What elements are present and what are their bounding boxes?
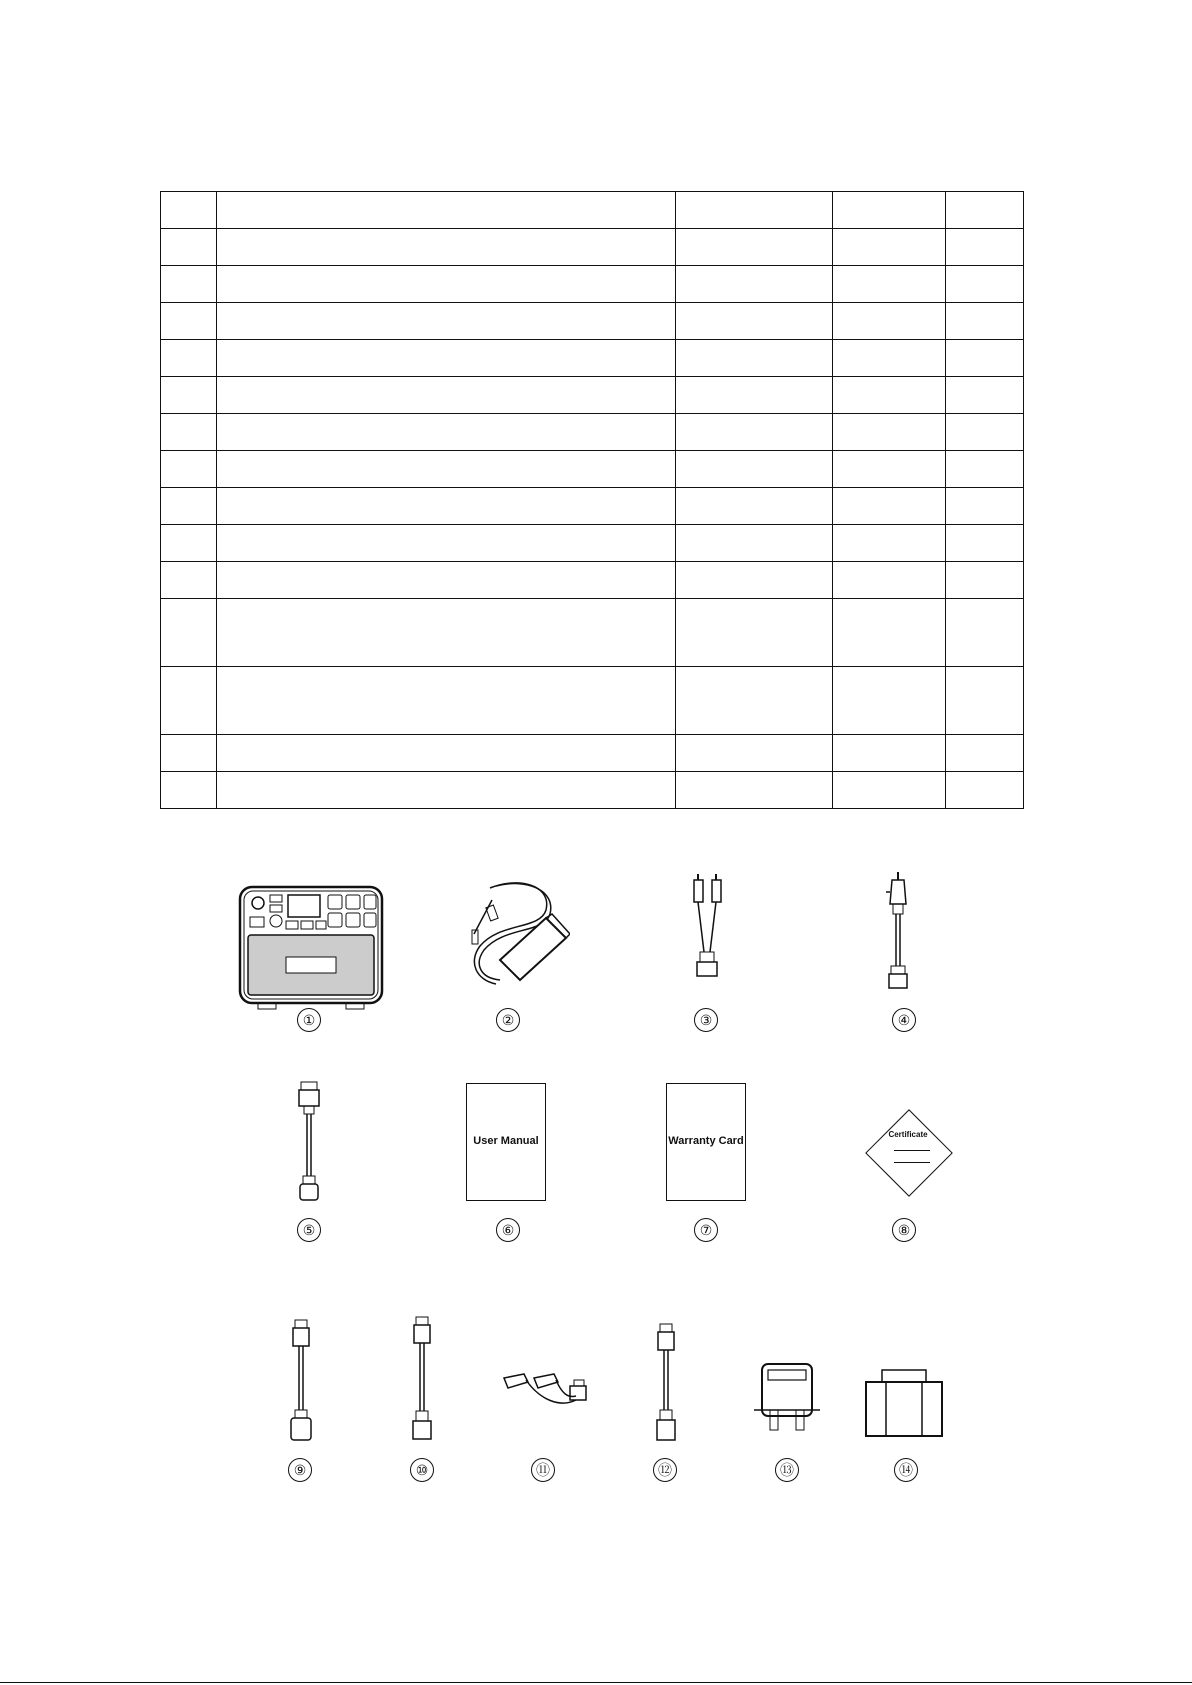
table-cell xyxy=(161,303,217,340)
table-row xyxy=(161,414,1024,451)
parts-list-table xyxy=(160,191,1024,809)
table-cell xyxy=(217,667,676,735)
table-cell xyxy=(946,735,1024,772)
table-cell xyxy=(217,377,676,414)
item-number-7: ⑦ xyxy=(694,1218,718,1242)
table-cell xyxy=(161,562,217,599)
table-row xyxy=(161,229,1024,266)
table-cell xyxy=(217,451,676,488)
table-cell xyxy=(217,772,676,809)
table-cell xyxy=(217,599,676,667)
table-row xyxy=(161,192,1024,229)
table-cell xyxy=(833,266,946,303)
user-manual-illustration xyxy=(466,1083,546,1201)
table-cell xyxy=(833,488,946,525)
table-cell xyxy=(833,377,946,414)
table-cell xyxy=(217,488,676,525)
table-cell xyxy=(676,303,833,340)
table-cell xyxy=(833,303,946,340)
table-cell xyxy=(676,451,833,488)
item-number-11: ⑪ xyxy=(531,1458,555,1482)
table-cell xyxy=(217,735,676,772)
table-row xyxy=(161,303,1024,340)
footer-rule xyxy=(0,1682,1192,1683)
table-row xyxy=(161,735,1024,772)
table-cell xyxy=(946,562,1024,599)
table-cell xyxy=(833,667,946,735)
table-cell xyxy=(161,229,217,266)
table-cell xyxy=(946,192,1024,229)
table-cell xyxy=(161,451,217,488)
table-cell xyxy=(946,667,1024,735)
table-row xyxy=(161,599,1024,667)
table-row xyxy=(161,488,1024,525)
storage-bag-illustration xyxy=(862,1368,946,1440)
table-cell xyxy=(833,451,946,488)
item-number-5: ⑤ xyxy=(297,1218,321,1242)
extension-cable-illustration xyxy=(291,1080,327,1205)
table-cell xyxy=(217,192,676,229)
table-row xyxy=(161,667,1024,735)
item-number-6: ⑥ xyxy=(496,1218,520,1242)
table-row xyxy=(161,266,1024,303)
table-cell xyxy=(946,266,1024,303)
table-cell xyxy=(833,229,946,266)
table-cell xyxy=(217,340,676,377)
item-number-4: ④ xyxy=(892,1008,916,1032)
table-cell xyxy=(833,192,946,229)
table-cell xyxy=(676,377,833,414)
table-cell xyxy=(161,525,217,562)
item-number-10: ⑩ xyxy=(410,1458,434,1482)
table-cell xyxy=(946,414,1024,451)
table-cell xyxy=(676,562,833,599)
ac-adapter-illustration xyxy=(460,880,570,995)
adapter-cable-illustration xyxy=(404,1315,440,1445)
certificate-title: Certificate xyxy=(888,1130,928,1139)
table-cell xyxy=(217,303,676,340)
table-cell xyxy=(833,772,946,809)
table-cell xyxy=(676,772,833,809)
table-cell xyxy=(161,735,217,772)
battery-clamp-cable-illustration xyxy=(500,1360,590,1420)
warranty-card-label: Warranty Card xyxy=(668,1135,744,1147)
table-cell xyxy=(946,772,1024,809)
table-cell xyxy=(833,414,946,451)
table-cell xyxy=(676,525,833,562)
table-cell xyxy=(161,414,217,451)
y-cable-illustration xyxy=(686,872,736,992)
table-cell xyxy=(946,488,1024,525)
table-cell xyxy=(161,772,217,809)
table-cell xyxy=(833,599,946,667)
table-cell xyxy=(946,229,1024,266)
charging-cable-illustration xyxy=(283,1318,319,1446)
table-cell xyxy=(676,192,833,229)
table-row xyxy=(161,377,1024,414)
item-number-14: ⑭ xyxy=(894,1458,918,1482)
item-number-8: ⑧ xyxy=(892,1218,916,1242)
table-row xyxy=(161,772,1024,809)
item-number-13: ⑬ xyxy=(775,1458,799,1482)
table-cell xyxy=(676,667,833,735)
table-cell xyxy=(833,525,946,562)
table-cell xyxy=(676,599,833,667)
table-cell xyxy=(946,340,1024,377)
table-cell xyxy=(833,735,946,772)
table-cell xyxy=(161,266,217,303)
table-cell xyxy=(946,599,1024,667)
table-row xyxy=(161,562,1024,599)
table-cell xyxy=(946,377,1024,414)
item-number-9: ⑨ xyxy=(288,1458,312,1482)
user-manual-label: User Manual xyxy=(473,1135,539,1147)
table-cell xyxy=(676,340,833,377)
table-cell xyxy=(946,525,1024,562)
table-cell xyxy=(833,340,946,377)
warranty-card-illustration xyxy=(666,1083,746,1201)
table-cell xyxy=(676,266,833,303)
table-cell xyxy=(161,488,217,525)
item-number-3: ③ xyxy=(694,1008,718,1032)
table-cell xyxy=(676,229,833,266)
table-cell xyxy=(217,266,676,303)
table-cell xyxy=(161,599,217,667)
certificate-illustration xyxy=(866,1110,950,1194)
item-number-1: ① xyxy=(297,1008,321,1032)
table-cell xyxy=(217,229,676,266)
handle-illustration xyxy=(752,1360,822,1436)
table-cell xyxy=(161,667,217,735)
power-station-illustration xyxy=(238,885,384,1013)
table-cell xyxy=(676,735,833,772)
table-cell xyxy=(676,488,833,525)
table-cell xyxy=(946,451,1024,488)
table-cell xyxy=(833,562,946,599)
table-cell xyxy=(946,303,1024,340)
table-cell xyxy=(161,192,217,229)
table-cell xyxy=(161,340,217,377)
item-number-2: ② xyxy=(496,1008,520,1032)
table-cell xyxy=(217,525,676,562)
table-row xyxy=(161,451,1024,488)
table-cell xyxy=(217,414,676,451)
table-cell xyxy=(676,414,833,451)
table-row xyxy=(161,525,1024,562)
usb-cable-illustration xyxy=(648,1322,684,1446)
table-cell xyxy=(217,562,676,599)
table-cell xyxy=(161,377,217,414)
table-row xyxy=(161,340,1024,377)
car-charger-cable-illustration xyxy=(878,870,918,995)
item-number-12: ⑫ xyxy=(653,1458,677,1482)
